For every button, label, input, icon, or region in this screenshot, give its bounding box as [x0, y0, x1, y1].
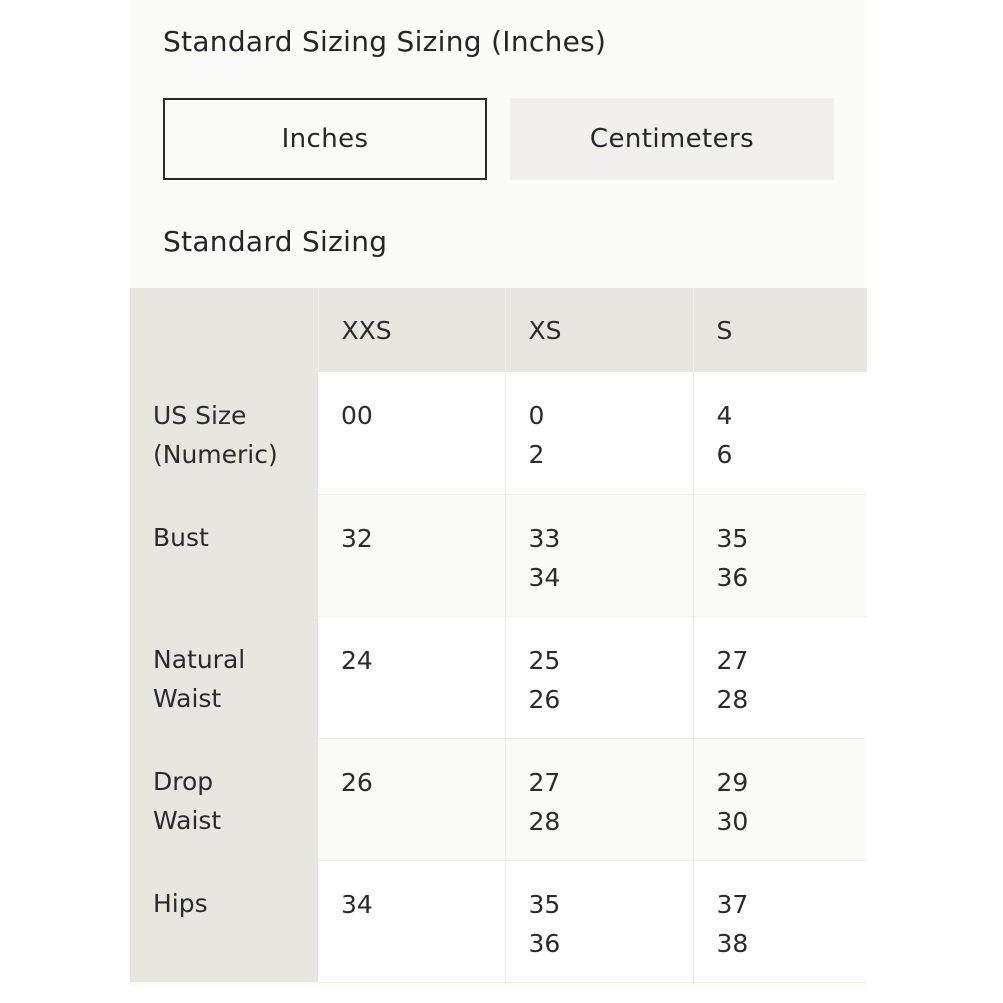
inches-toggle-button[interactable]: Inches: [163, 98, 487, 180]
table-row: [130, 372, 867, 494]
table-cell: 34: [318, 860, 505, 982]
table-row: [130, 860, 867, 982]
table-cell: 29 30: [693, 738, 867, 860]
table-row: [130, 616, 867, 738]
table-cell: 35 36: [693, 494, 867, 616]
size-table: [130, 288, 867, 983]
row-label-drop-waist: Drop Waist: [130, 738, 318, 860]
table-cell: 0 2: [505, 372, 693, 494]
table-cell: 27 28: [505, 738, 693, 860]
table-header-corner: [130, 288, 318, 372]
table-cell: 35 36: [505, 860, 693, 982]
table-cell: 27 28: [693, 616, 867, 738]
table-row: [130, 494, 867, 616]
table-cell: 00: [318, 372, 505, 494]
table-cell: 4 6: [693, 372, 867, 494]
row-label-natural-waist: Natural Waist: [130, 616, 318, 738]
table-header-xs: XS: [505, 288, 693, 372]
table-cell: 37 38: [693, 860, 867, 982]
table-header-row: [130, 288, 867, 372]
page-title: Standard Sizing Sizing (Inches): [163, 25, 607, 58]
centimeters-toggle-button[interactable]: Centimeters: [510, 98, 834, 180]
row-label-us-size: US Size (Numeric): [130, 372, 318, 494]
table-cell: 33 34: [505, 494, 693, 616]
row-label-bust: Bust: [130, 494, 318, 616]
table-header-s: S: [693, 288, 867, 372]
table-row: [130, 738, 867, 860]
table-cell: 25 26: [505, 616, 693, 738]
section-title: Standard Sizing: [163, 225, 388, 258]
table-header-xxs: XXS: [318, 288, 505, 372]
table-cell: 32: [318, 494, 505, 616]
table-cell: 26: [318, 738, 505, 860]
row-label-hips: Hips: [130, 860, 318, 982]
table-cell: 24: [318, 616, 505, 738]
